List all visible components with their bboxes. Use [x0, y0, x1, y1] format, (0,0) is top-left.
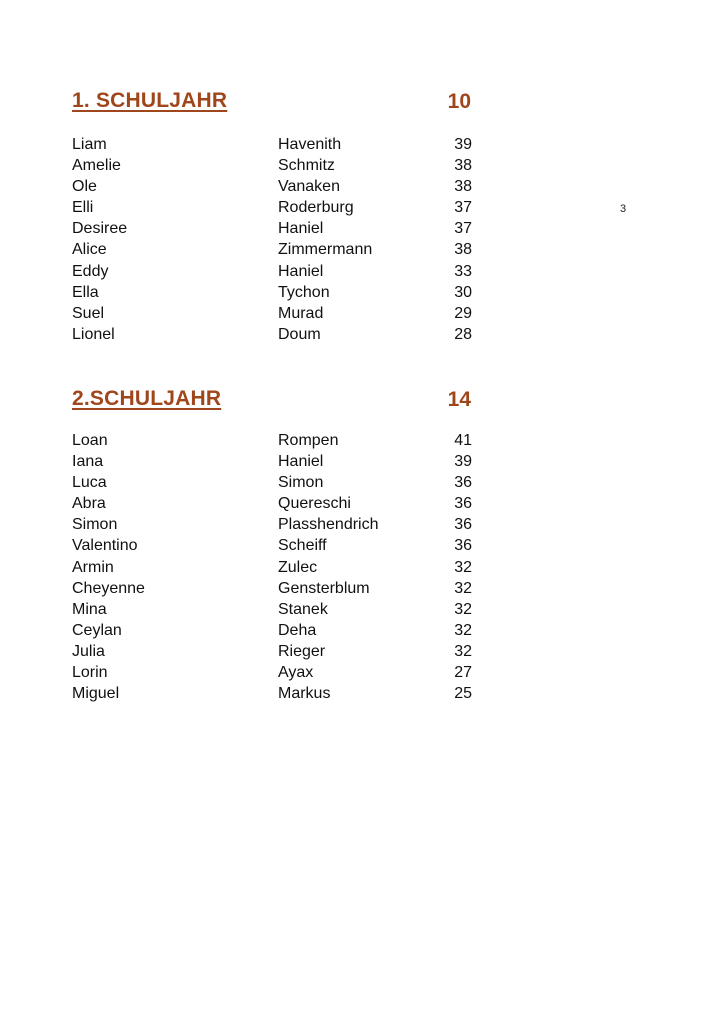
student-last-name: Simon [278, 474, 324, 492]
student-last-name: Havenith [278, 136, 342, 153]
student-score: 37 [454, 220, 472, 238]
student-score: 28 [454, 325, 472, 343]
student-row [72, 662, 472, 683]
student-first-name: Armin [72, 558, 114, 576]
student-row [72, 493, 472, 514]
student-first-name: Suel [72, 304, 105, 322]
student-row [72, 176, 472, 197]
student-row [72, 282, 472, 303]
student-list [72, 430, 472, 704]
student-row [72, 557, 472, 578]
student-last-name: Schmitz [278, 157, 335, 175]
student-score: 29 [454, 304, 472, 322]
student-first-name: Lionel [72, 325, 115, 343]
student-first-name: Abra [72, 495, 106, 513]
section-count: 10 [447, 90, 471, 113]
student-last-name: Scheiff [278, 537, 327, 555]
student-first-name: Eddy [72, 262, 109, 280]
student-last-name: Zulec [278, 558, 318, 576]
student-first-name: Liam [72, 136, 107, 153]
student-last-name: Haniel [278, 220, 324, 238]
section-count: 14 [447, 388, 471, 411]
student-score: 37 [454, 199, 472, 217]
student-score: 25 [454, 685, 472, 703]
student-first-name: Alice [72, 241, 107, 259]
student-last-name: Roderburg [278, 199, 354, 217]
section-header [72, 89, 492, 129]
student-row [72, 430, 472, 451]
student-score: 38 [454, 178, 472, 196]
student-first-name: Iana [72, 453, 104, 471]
student-last-name: Doum [278, 325, 321, 343]
student-last-name: Rompen [278, 432, 339, 449]
student-score: 32 [454, 558, 472, 576]
student-row [72, 134, 472, 155]
student-last-name: Zimmermann [278, 241, 373, 259]
student-last-name: Rieger [278, 642, 326, 660]
page-number: 3 [620, 203, 627, 215]
student-last-name: Tychon [278, 283, 330, 301]
student-score: 32 [454, 621, 472, 639]
student-score: 39 [454, 453, 472, 471]
student-score: 39 [454, 136, 472, 153]
student-first-name: Desiree [72, 220, 128, 238]
student-last-name: Ayax [278, 664, 314, 682]
section-first-school-year [72, 89, 492, 343]
student-last-name: Haniel [278, 453, 324, 471]
student-list [72, 134, 472, 345]
student-first-name: Simon [72, 516, 118, 534]
student-score: 36 [454, 537, 472, 555]
student-first-name: Julia [72, 642, 105, 660]
student-score: 32 [454, 600, 472, 618]
student-last-name: Deha [278, 621, 317, 639]
student-last-name: Quereschi [278, 495, 351, 513]
student-row [72, 578, 472, 599]
student-last-name: Stanek [278, 600, 328, 618]
student-score: 32 [454, 642, 472, 660]
student-row [72, 451, 472, 472]
student-first-name: Elli [72, 199, 94, 217]
student-last-name: Markus [278, 685, 331, 703]
student-score: 41 [454, 432, 472, 449]
student-first-name: Valentino [72, 537, 138, 555]
student-row [72, 155, 472, 176]
student-row [72, 620, 472, 641]
student-row [72, 683, 472, 704]
section-second-school-year [72, 387, 492, 703]
section-title: 1. SCHULJAHR [72, 89, 228, 112]
student-first-name: Amelie [72, 157, 121, 175]
student-score: 36 [454, 474, 472, 492]
student-first-name: Lorin [72, 664, 108, 682]
section-header [72, 387, 492, 427]
section-title: 2.SCHULJAHR [72, 387, 222, 410]
student-row [72, 197, 472, 218]
student-first-name: Loan [72, 432, 108, 449]
student-row [72, 218, 472, 239]
student-score: 38 [454, 157, 472, 175]
student-score: 32 [454, 579, 472, 597]
student-score: 27 [454, 664, 472, 682]
student-row [72, 261, 472, 282]
student-last-name: Gensterblum [278, 579, 370, 597]
student-first-name: Ella [72, 283, 99, 301]
student-first-name: Mina [72, 600, 107, 618]
student-row [72, 472, 472, 493]
student-row [72, 324, 472, 345]
student-first-name: Luca [72, 474, 107, 492]
student-last-name: Murad [278, 304, 324, 322]
student-last-name: Haniel [278, 262, 324, 280]
student-first-name: Ole [72, 178, 97, 196]
student-row [72, 641, 472, 662]
student-score: 36 [454, 516, 472, 534]
student-row [72, 535, 472, 556]
student-first-name: Miguel [72, 685, 120, 703]
student-last-name: Vanaken [278, 178, 340, 196]
student-last-name: Plasshendrich [278, 516, 379, 534]
student-first-name: Cheyenne [72, 579, 145, 597]
student-score: 33 [454, 262, 472, 280]
student-score: 38 [454, 241, 472, 259]
student-score: 30 [454, 283, 472, 301]
student-score: 36 [454, 495, 472, 513]
student-row [72, 599, 472, 620]
student-row [72, 303, 472, 324]
student-row [72, 239, 472, 260]
student-first-name: Ceylan [72, 621, 122, 639]
student-row [72, 514, 472, 535]
